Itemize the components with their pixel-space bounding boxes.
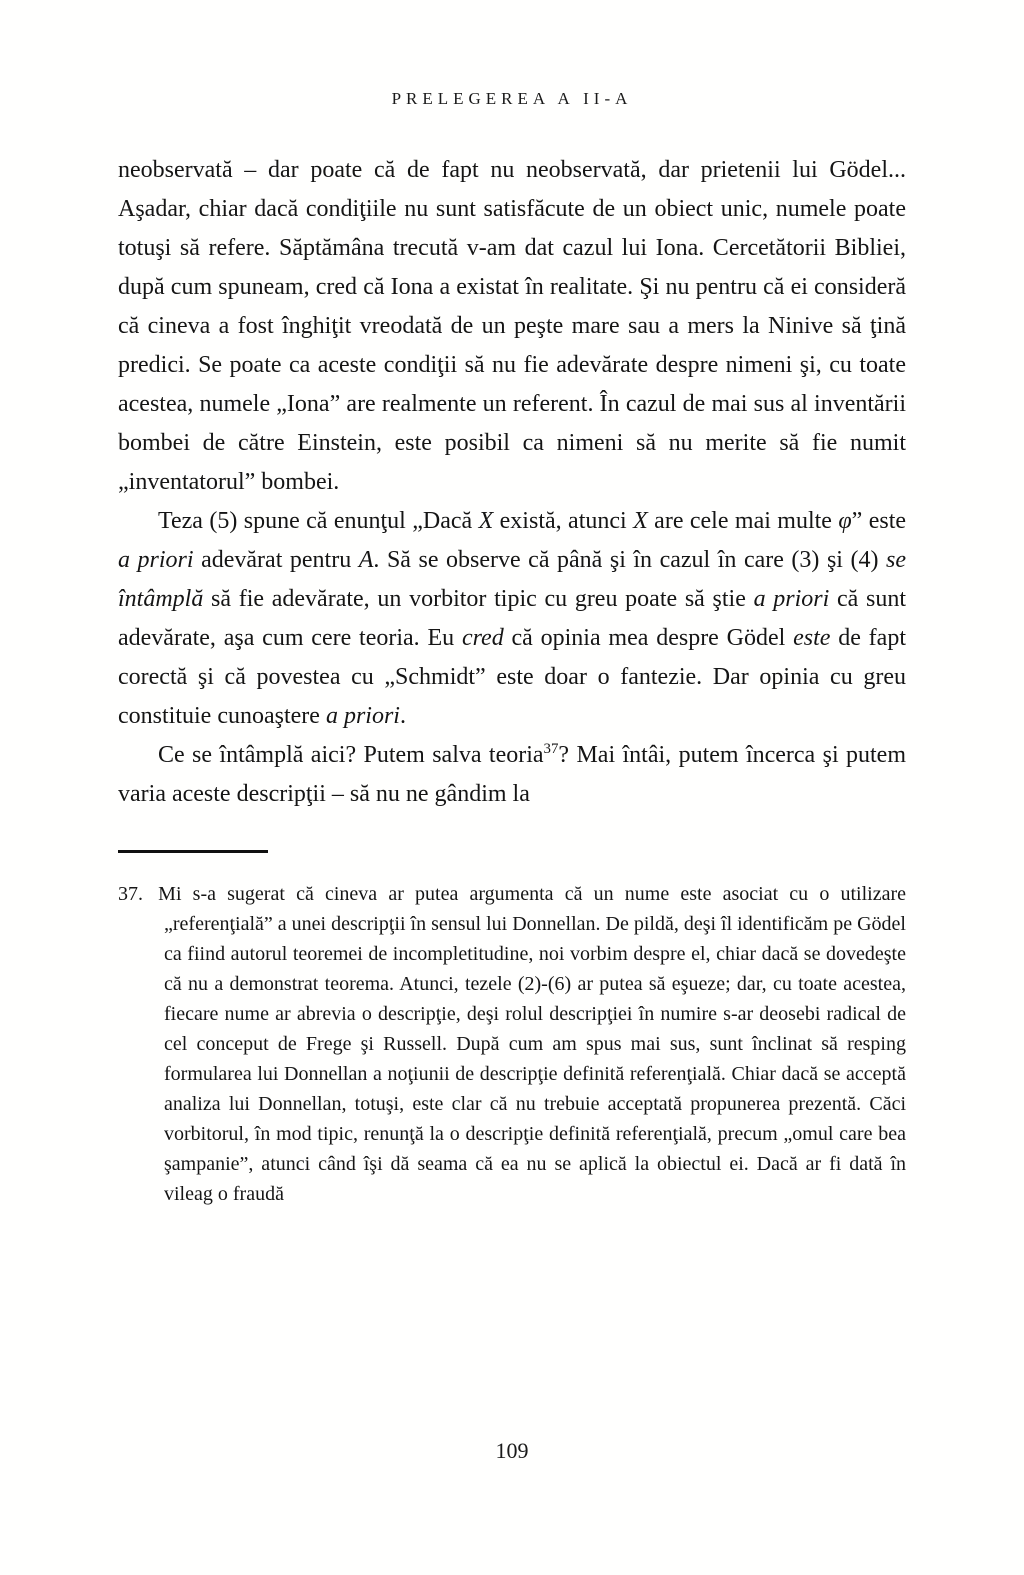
footnote-separator-rule — [118, 850, 268, 853]
text-span: are cele mai multe — [647, 508, 839, 534]
text-span: ? Mai întâi, putem încerca şi putem varia aceste descripţii – să nu ne gândim la — [118, 742, 906, 807]
text-span: că opinia mea despre Gödel — [503, 625, 794, 651]
footnote-reference: 37 — [543, 741, 559, 757]
text-span: . — [399, 703, 406, 729]
body-text — [118, 151, 906, 814]
text-span: adevărat pentru — [193, 547, 359, 573]
paragraph — [118, 502, 906, 736]
text-span: a priori — [325, 703, 400, 729]
text-span: ” este — [851, 508, 907, 534]
text-span: φ — [838, 508, 852, 534]
text-span: se întâmplă — [118, 547, 907, 612]
paragraph — [118, 736, 906, 814]
text-span: a priori — [753, 586, 830, 612]
paragraph — [118, 151, 906, 502]
running-head — [118, 90, 906, 107]
text-span: există, atunci — [493, 508, 634, 534]
text-span: să fie adevărate, un vorbitor tipic cu greu poate să ştie — [203, 586, 754, 612]
text-span: X — [478, 508, 494, 534]
text-span: că sunt adevărate, aşa cum cere teoria. Eu — [118, 586, 906, 651]
text-span: A — [358, 547, 374, 573]
text-span: . Să se observe că până şi în cazul în care (3) şi (4) — [373, 547, 887, 573]
text-span: Teza (5) spune că enunţul „Dacă — [158, 508, 479, 534]
text-span: neobservată – dar poate că de fapt nu neobservată, dar prietenii lui Gödel... Aşadar, chiar dacă condiţiile nu sunt satisfăcute de un obiect unic, numele poate totuşi să refere. Săptămâna trecută v-am dat cazul lui Iona. Cercetătorii Bibliei, după cum spuneam, cred că Iona a existat în realitate. Şi nu pentru că ei consideră că cineva a fost înghiţit vreodată de un peşte mare sau a mers la Ninive să ţină predici. Se poate ca aceste condiţii să nu fie adevărate despre nimeni şi, cu toate acestea, numele „Iona” are realmente un referent. În cazul de mai sus al inventării bombei de către Einstein, este posibil ca nimeni să nu merite să fie numit „inventatorul” bombei. — [118, 157, 906, 495]
text-span: Ce se întâmplă aici? Putem salva teoria — [158, 742, 544, 768]
text-span: de fapt corectă şi că povestea cu „Schmidt” este doar o fantezie. Dar opinia cu greu constituie cunoaştere — [118, 625, 906, 729]
text-span: este — [793, 625, 831, 651]
page-number: 109 — [495, 1438, 529, 1463]
footnote-section — [118, 879, 906, 1209]
text-span: cred — [461, 625, 504, 651]
text-span: Mi s-a sugerat că cineva ar putea argumenta că un nume este asociat cu o utilizare „referenţială” a unei descripţii în sensul lui Donnellan. De pildă, deşi îl identificăm pe Gödel ca fiind autorul teoremei de incompletitudine, noi vorbim despre el, chiar dacă se dovedeşte că nu a demonstrat teorema. Atunci, tezele (2)-(6) ar putea să eşueze; dar, cu toate acestea, fiecare nume ar abrevia o descripţie, deşi rolul descripţiei în numire s-ar deosebi radical de cel conceput de Frege şi Russell. După cum am spus mai sus, sunt înclinat să resping formularea lui Donnellan a noţiunii de descripţie definită referenţială. Chiar dacă se acceptă analiza lui Donnellan, totuşi, este clar că nu trebuie acceptată propunerea prezentă. Căci vorbitorul, în mod tipic, renunţă la o descripţie definită referenţială, precum „omul care bea şampanie”, atunci când îşi dă seama că ea nu se aplică la obiectul ei. Dacă ar fi dată în vileag o fraudă — [158, 883, 907, 1205]
chapter-title: PRELEGEREA A II-A — [391, 89, 633, 108]
footnote-number: 37. — [118, 883, 155, 905]
footnote-paragraph — [118, 879, 906, 1209]
text-span: X — [633, 508, 648, 534]
text-span: a priori — [118, 547, 194, 573]
